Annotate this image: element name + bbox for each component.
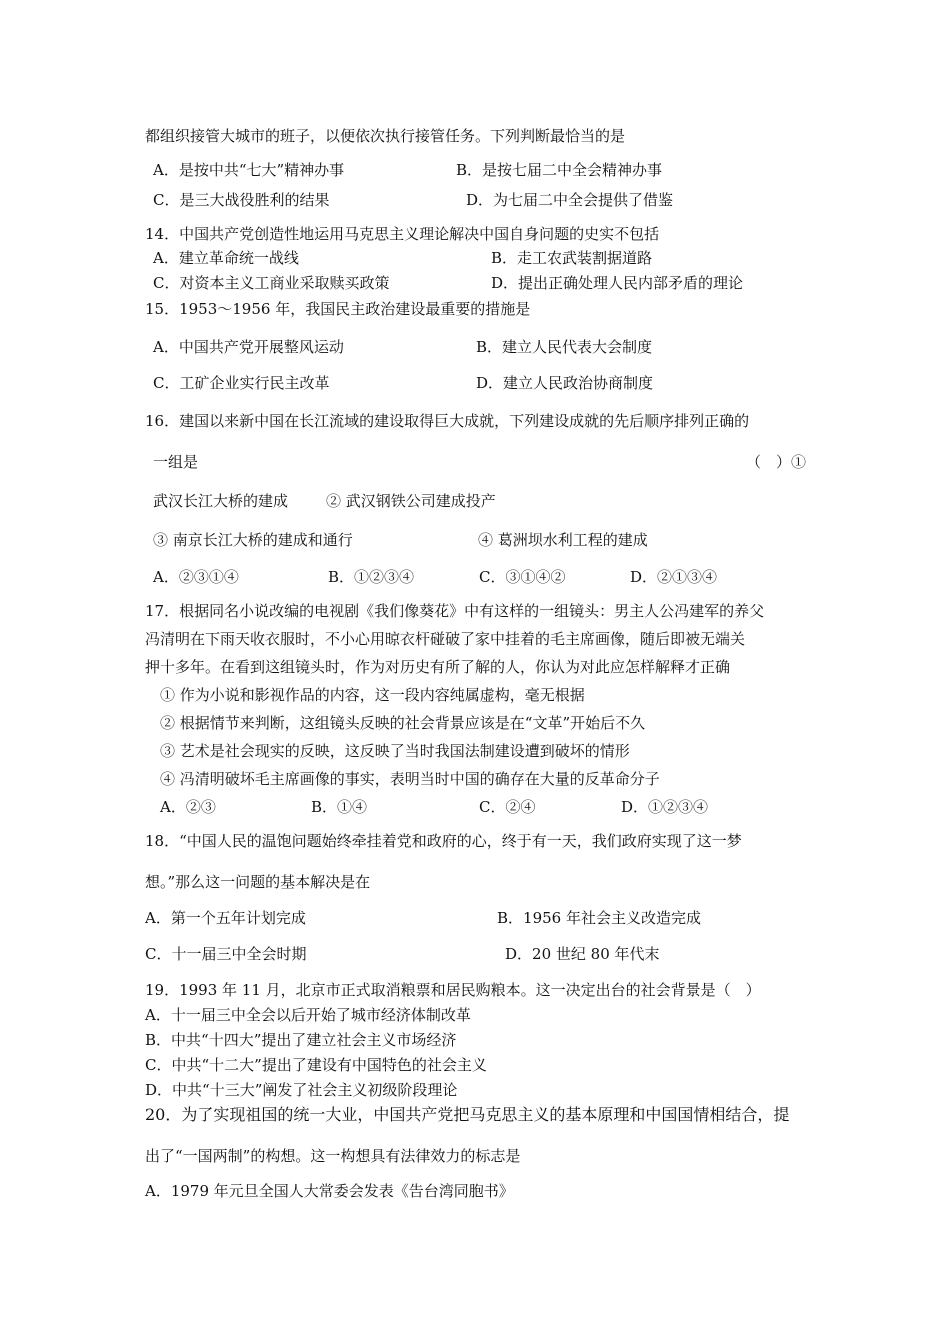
question-15-option-a: A．中国共产党开展整风运动 [153,338,344,356]
question-16-item-3: ③ 南京长江大桥的建成和通行 [153,531,353,549]
question-13-option-c: C．是三大战役胜利的结果 [153,191,330,209]
question-15-option-b: B．建立人民代表大会制度 [476,338,653,356]
question-15-option-d: D．建立人民政治协商制度 [476,374,654,392]
question-20-option-a: A．1979 年元旦全国人大常委会发表《告台湾同胞书》 [145,1182,514,1200]
question-14-stem: 14．中国共产党创造性地运用马克思主义理论解决中国自身问题的史实不包括 [145,225,660,243]
question-18-stem: 18．“中国人民的温饱问题始终牵挂着党和政府的心，终于有一天，我们政府实现了这一梦 [145,832,742,850]
question-17-statement-3: ③ 艺术是社会现实的反映，这反映了当时我国法制建设遭到破坏的情形 [160,742,630,760]
question-16-stem: 16．建国以来新中国在长江流域的建设取得巨大成就，下列建设成就的先后顺序排列正确的 [145,412,750,430]
question-14-option-a: A．建立革命统一战线 [153,249,299,267]
question-14-option-c: C．对资本主义工商业采取赎买政策 [153,274,390,292]
question-16-option-b: B．①②③④ [328,568,415,586]
question-17-stem: 17．根据同名小说改编的电视剧《我们像葵花》中有这样的一组镜头：男主人公冯建军的养父 [145,602,765,620]
question-15-stem: 15．1953～1956 年，我国民主政治建设最重要的措施是 [145,300,531,318]
question-19-option-c: C．中共“十二大”提出了建设有中国特色的社会主义 [145,1056,487,1074]
question-17-stem-line-2: 冯清明在下雨天收衣服时，不小心用晾衣杆碰破了家中挂着的毛主席画像，随后即被无端关 [145,630,746,648]
question-19-option-a: A．十一届三中全会以后开始了城市经济体制改革 [145,1006,471,1024]
question-18-option-c: C．十一届三中全会时期 [145,945,307,963]
question-15-option-c: C．工矿企业实行民主改革 [153,374,330,392]
question-17-option-d: D．①②③④ [621,798,709,816]
question-13-option-d: D．为七届二中全会提供了借鉴 [466,191,674,209]
question-16-option-d: D．②①③④ [630,568,718,586]
question-17-option-b: B．①④ [311,798,368,816]
question-17-option-a: A．②③ [160,798,216,816]
question-18-option-d: D．20 世纪 80 年代末 [505,945,660,963]
question-18-option-b: B．1956 年社会主义改造完成 [497,909,701,927]
question-17-statement-4: ④ 冯清明破坏毛主席画像的事实，表明当时中国的确存在大量的反革命分子 [160,770,660,788]
question-16-option-a: A．②③①④ [153,568,239,586]
question-17-stem-line-3: 押十多年。在看到这组镜头时，作为对历史有所了解的人，你认为对此应怎样解释才正确 [145,658,731,676]
question-14-option-d: D．提出正确处理人民内部矛盾的理论 [491,274,744,292]
question-18-stem-cont: 想。”那么这一问题的基本解决是在 [145,873,371,891]
question-16-option-c: C．③①④② [479,568,566,586]
question-16-stem-cont: 一组是 [153,453,199,471]
question-13-option-a: A．是按中共“七大”精神办事 [153,161,345,179]
question-14-option-b: B．走工农武装割据道路 [491,249,653,267]
question-16-item-1: 武汉长江大桥的建成 [153,492,289,510]
question-20-stem: 20．为了实现祖国的统一大业，中国共产党把马克思主义的基本原理和中国国情相结合，提 [145,1105,790,1124]
question-17-option-c: C．②④ [479,798,536,816]
question-17-statement-1: ① 作为小说和影视作品的内容，这一段内容纯属虚构，毫无根据 [160,686,585,704]
question-16-item-4: ④ 葛洲坝水利工程的建成 [478,531,648,549]
question-13-stem-tail: 都组织接管大城市的班子，以便依次执行接管任务。下列判断最恰当的是 [145,127,626,145]
question-19-option-b: B．中共“十四大”提出了建立社会主义市场经济 [145,1031,457,1049]
question-16-item-2: ② 武汉钢铁公司建成投产 [326,492,496,510]
question-16-answer-paren: （ ）① [746,453,807,471]
question-19-option-d: D．中共“十三大”阐发了社会主义初级阶段理论 [145,1081,458,1099]
question-20-stem-cont: 出了“一国两制”的构想。这一构想具有法律效力的标志是 [145,1147,521,1165]
question-19-stem: 19．1993 年 11 月，北京市正式取消粮票和居民购粮本。这一决定出台的社会背景是（ ） [145,981,761,999]
question-17-statement-2: ② 根据情节来判断，这组镜头反映的社会背景应该是在“文革”开始后不久 [160,714,646,732]
question-13-option-b: B．是按七届二中全会精神办事 [456,161,663,179]
question-18-option-a: A．第一个五年计划完成 [145,909,306,927]
